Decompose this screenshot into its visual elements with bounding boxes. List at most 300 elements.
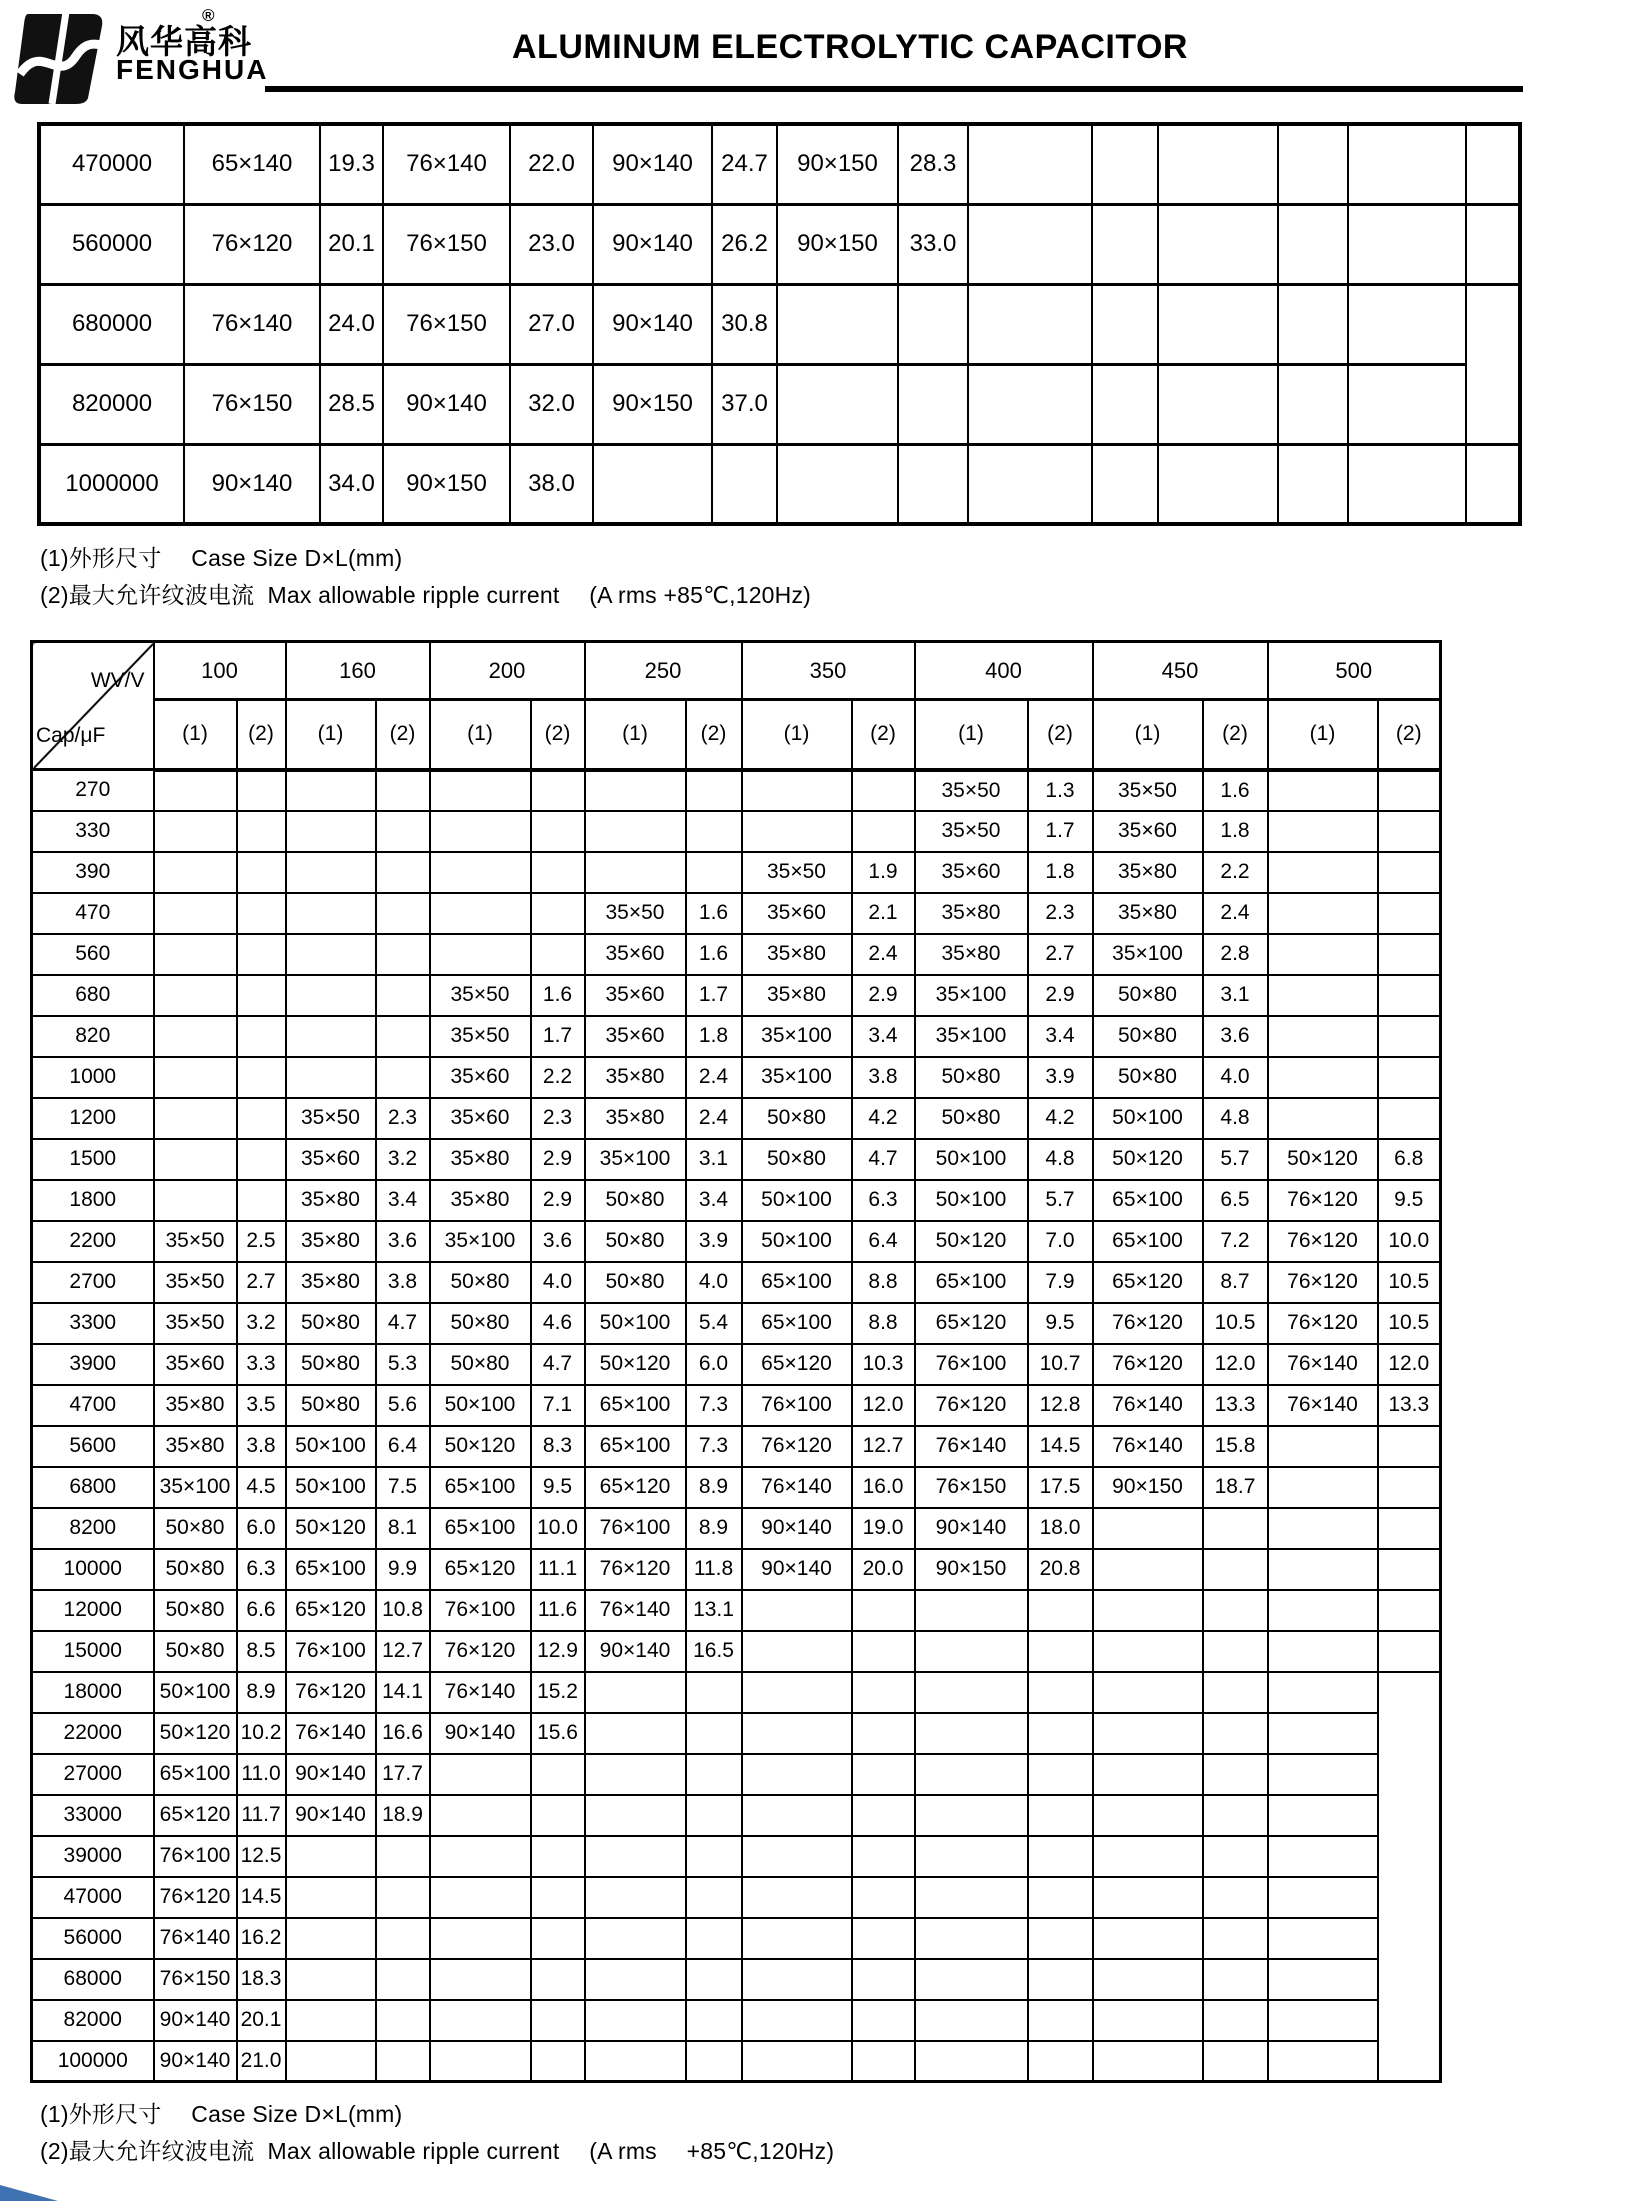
ripple-current-cell: 5.7 (1203, 1139, 1268, 1180)
ripple-current-cell: 8.9 (686, 1467, 742, 1508)
table-row (39, 124, 1520, 204)
ripple-current-cell: 8.7 (1203, 1262, 1268, 1303)
case-size-cell: 35×80 (742, 975, 852, 1016)
capacitance-cell: 56000 (32, 1918, 154, 1959)
ripple-current-cell: 12.9 (531, 1631, 585, 1672)
voltage-column-header-400: 400 (915, 642, 1093, 700)
case-size-cell (1268, 1713, 1378, 1754)
case-size-cell (585, 1918, 686, 1959)
case-size-cell (915, 1713, 1028, 1754)
case-size-cell: 50×100 (286, 1426, 376, 1467)
ripple-current-cell: 3.6 (531, 1221, 585, 1262)
capacitance-cell: 2700 (32, 1262, 154, 1303)
ripple-current-cell (686, 1754, 742, 1795)
case-size-cell (915, 2041, 1028, 2082)
ripple-current-cell: 18.7 (1203, 1467, 1268, 1508)
ripple-current-cell: 3.2 (237, 1303, 286, 1344)
case-size-cell: 35×80 (154, 1426, 237, 1467)
ripple-current-cell: 2.4 (686, 1057, 742, 1098)
case-size-cell (742, 2041, 852, 2082)
ripple-current-cell: 15.6 (531, 1713, 585, 1754)
case-size-cell (430, 2041, 531, 2082)
case-size-cell: 76×140 (742, 1467, 852, 1508)
ripple-current-cell (237, 770, 286, 811)
case-size-cell (1093, 1877, 1203, 1918)
case-size-cell (430, 1959, 531, 2000)
ripple-current-cell: 1.8 (1203, 811, 1268, 852)
case-size-cell: 76×100 (742, 1385, 852, 1426)
case-size-cell (593, 444, 712, 524)
case-size-cell (585, 2041, 686, 2082)
ripple-current-cell (1378, 893, 1441, 934)
case-size-cell (430, 934, 531, 975)
ripple-current-cell: 8.8 (852, 1303, 915, 1344)
case-size-cell (154, 770, 237, 811)
case-size-cell (1268, 975, 1378, 1016)
ripple-current-cell: 3.8 (237, 1426, 286, 1467)
ripple-current-cell: 17.5 (1028, 1467, 1093, 1508)
case-size-cell: 50×80 (430, 1344, 531, 1385)
capacitance-cell: 270 (32, 770, 154, 811)
capacitance-cell: 47000 (32, 1877, 154, 1918)
case-size-cell (1268, 1508, 1378, 1549)
case-size-cell: 35×80 (430, 1139, 531, 1180)
ripple-current-cell: 10.7 (1028, 1344, 1093, 1385)
ripple-current-cell (1378, 1426, 1441, 1467)
case-size-cell: 76×120 (184, 204, 320, 284)
ripple-current-cell: 13.1 (686, 1590, 742, 1631)
capacitance-cell: 4700 (32, 1385, 154, 1426)
ripple-current-cell: 1.7 (686, 975, 742, 1016)
ripple-current-cell: 32.0 (510, 364, 593, 444)
ripple-current-cell (852, 770, 915, 811)
case-size-cell: 90×150 (383, 444, 510, 524)
case-size-cell: 50×80 (154, 1549, 237, 1590)
case-size-cell (968, 204, 1092, 284)
ripple-current-cell: 38.0 (510, 444, 593, 524)
case-size-cell: 90×140 (286, 1754, 376, 1795)
case-size-cell: 50×80 (1093, 1057, 1203, 1098)
fenghua-logo-icon (14, 12, 106, 104)
ripple-current-cell: 4.2 (1028, 1098, 1093, 1139)
case-size-cell (1093, 1795, 1203, 1836)
ripple-current-cell: 10.2 (237, 1713, 286, 1754)
case-size-cell (1093, 1713, 1203, 1754)
case-size-cell: 76×100 (430, 1590, 531, 1631)
table-row (32, 1139, 1441, 1180)
capacitance-cell: 1000 (32, 1057, 154, 1098)
case-size-cell: 90×140 (154, 2000, 237, 2041)
ripple-current-cell (852, 1877, 915, 1918)
corner-header-cell (32, 642, 154, 770)
ripple-current-cell: 2.2 (1203, 852, 1268, 893)
ripple-current-cell: 24.7 (712, 124, 777, 204)
ripple-current-cell: 2.9 (531, 1180, 585, 1221)
ripple-current-cell (1092, 364, 1158, 444)
capacitance-cell: 470000 (39, 124, 184, 204)
ripple-current-cell (1278, 124, 1348, 204)
case-size-cell: 50×80 (154, 1631, 237, 1672)
ripple-current-cell (531, 2000, 585, 2041)
case-size-cell (915, 1795, 1028, 1836)
ripple-current-cell (1466, 444, 1520, 524)
case-size-cell (742, 1836, 852, 1877)
ripple-current-cell (852, 1590, 915, 1631)
case-size-cell: 76×120 (742, 1426, 852, 1467)
case-size-cell (1268, 1959, 1378, 2000)
ripple-current-cell: 12.0 (1203, 1344, 1268, 1385)
ripple-current-cell (686, 811, 742, 852)
case-size-cell (1268, 770, 1378, 811)
ripple-current-cell: 4.0 (1203, 1057, 1268, 1098)
capacitance-cell: 470 (32, 893, 154, 934)
case-size-cell (154, 852, 237, 893)
corner-wv-label: WV/V (90, 669, 145, 692)
case-size-cell (154, 1016, 237, 1057)
case-size-cell (1348, 124, 1466, 204)
ripple-current-cell (1028, 2000, 1093, 2041)
ripple-current-cell: 3.4 (852, 1016, 915, 1057)
corner-cap-label: Cap/μF (36, 724, 106, 747)
ripple-current-cell (852, 1836, 915, 1877)
ripple-current-cell (1378, 1098, 1441, 1139)
case-size-cell: 76×150 (154, 1959, 237, 2000)
ripple-current-cell: 8.3 (531, 1426, 585, 1467)
case-size-cell: 35×80 (585, 1057, 686, 1098)
ripple-current-cell: 8.9 (237, 1672, 286, 1713)
ripple-current-cell (1378, 1016, 1441, 1057)
case-size-cell: 76×140 (154, 1918, 237, 1959)
case-subheader-100: (1) (154, 700, 237, 770)
ripple-current-cell: 3.8 (376, 1262, 430, 1303)
ripple-current-cell: 22.0 (510, 124, 593, 204)
case-size-cell: 76×140 (286, 1713, 376, 1754)
case-size-cell (1268, 1016, 1378, 1057)
case-size-cell: 35×80 (1093, 852, 1203, 893)
case-size-cell (1268, 1672, 1378, 1713)
case-size-cell (1158, 444, 1278, 524)
case-size-cell: 90×150 (777, 124, 898, 204)
ripple-current-cell (1203, 1549, 1268, 1590)
capacitance-cell: 560 (32, 934, 154, 975)
case-size-cell: 76×140 (383, 124, 510, 204)
ripple-current-cell: 1.6 (686, 893, 742, 934)
ripple-current-cell: 10.0 (531, 1508, 585, 1549)
ripple-current-cell: 5.7 (1028, 1180, 1093, 1221)
case-size-cell (430, 852, 531, 893)
case-size-cell: 76×140 (1268, 1344, 1378, 1385)
ripple-current-cell: 3.4 (686, 1180, 742, 1221)
ripple-current-cell: 6.0 (237, 1508, 286, 1549)
case-size-cell (742, 1754, 852, 1795)
ripple-subheader-160: (2) (376, 700, 430, 770)
ripple-current-cell: 20.8 (1028, 1549, 1093, 1590)
ripple-current-cell: 28.3 (898, 124, 968, 204)
ripple-subheader-450: (2) (1203, 700, 1268, 770)
ripple-current-cell (1092, 124, 1158, 204)
ripple-current-cell: 2.3 (376, 1098, 430, 1139)
ripple-current-cell: 2.1 (852, 893, 915, 934)
ripple-current-cell: 6.5 (1203, 1180, 1268, 1221)
table-row (32, 1959, 1441, 2000)
ripple-current-cell (852, 1713, 915, 1754)
ripple-current-cell: 1.7 (531, 1016, 585, 1057)
ripple-current-cell (376, 934, 430, 975)
case-size-cell (1268, 1754, 1378, 1795)
case-size-cell: 50×100 (742, 1180, 852, 1221)
ripple-current-cell (1378, 1057, 1441, 1098)
capacitance-cell: 12000 (32, 1590, 154, 1631)
case-size-cell: 50×80 (286, 1303, 376, 1344)
capacitance-cell: 1200 (32, 1098, 154, 1139)
case-size-cell (286, 1016, 376, 1057)
company-name-en: FENGHUA (116, 54, 269, 85)
ripple-current-cell: 6.0 (686, 1344, 742, 1385)
case-size-cell (430, 1754, 531, 1795)
case-size-cell: 76×120 (1268, 1180, 1378, 1221)
ripple-current-cell: 3.4 (376, 1180, 430, 1221)
ripple-current-cell: 2.9 (852, 975, 915, 1016)
capacitance-cell: 680000 (39, 284, 184, 364)
ripple-current-cell (1203, 1877, 1268, 1918)
case-size-cell: 76×150 (915, 1467, 1028, 1508)
table-row (32, 1057, 1441, 1098)
voltage-column-header-450: 450 (1093, 642, 1268, 700)
ripple-current-cell: 4.0 (686, 1262, 742, 1303)
case-size-cell: 50×80 (915, 1057, 1028, 1098)
table-row (32, 1180, 1441, 1221)
ripple-current-cell: 4.0 (531, 1262, 585, 1303)
case-size-cell: 50×100 (915, 1139, 1028, 1180)
ripple-current-cell: 8.1 (376, 1508, 430, 1549)
capacitance-cell: 390 (32, 852, 154, 893)
ripple-current-cell (1378, 1590, 1441, 1631)
ripple-current-cell: 20.0 (852, 1549, 915, 1590)
ripple-current-cell (852, 811, 915, 852)
case-size-cell: 35×80 (742, 934, 852, 975)
case-size-cell (154, 1098, 237, 1139)
ripple-current-cell (531, 1918, 585, 1959)
ripple-subheader-200: (2) (531, 700, 585, 770)
ripple-current-cell: 1.3 (1028, 770, 1093, 811)
ripple-current-cell (237, 1180, 286, 1221)
case-size-cell (915, 1836, 1028, 1877)
ripple-current-cell: 12.8 (1028, 1385, 1093, 1426)
case-subheader-160: (1) (286, 700, 376, 770)
case-size-cell (585, 1836, 686, 1877)
ripple-current-cell (1378, 1508, 1441, 1549)
case-size-cell (742, 770, 852, 811)
table-row (32, 2000, 1441, 2041)
case-size-cell (286, 934, 376, 975)
ripple-current-cell: 16.5 (686, 1631, 742, 1672)
case-size-cell (585, 1795, 686, 1836)
table-row (32, 1836, 1441, 1877)
case-size-cell (742, 1590, 852, 1631)
ripple-current-cell: 2.2 (531, 1057, 585, 1098)
case-size-cell: 50×120 (430, 1426, 531, 1467)
ripple-current-cell (1466, 124, 1520, 204)
ripple-current-cell: 9.9 (376, 1549, 430, 1590)
case-size-cell (585, 1959, 686, 2000)
case-size-cell (286, 1836, 376, 1877)
case-size-cell (1348, 204, 1466, 284)
ripple-current-cell (1203, 1672, 1268, 1713)
case-size-cell: 65×120 (154, 1795, 237, 1836)
case-size-cell (1268, 1795, 1378, 1836)
case-size-cell (1268, 1590, 1378, 1631)
case-size-cell: 90×150 (915, 1549, 1028, 1590)
ripple-current-cell: 12.7 (376, 1631, 430, 1672)
case-size-cell: 50×80 (915, 1098, 1028, 1139)
case-size-cell (1268, 1098, 1378, 1139)
case-size-cell: 50×120 (1093, 1139, 1203, 1180)
case-size-cell (1268, 1426, 1378, 1467)
company-name-cn: 风华高科 (116, 23, 252, 60)
voltage-column-header-160: 160 (286, 642, 430, 700)
case-size-cell (1093, 1508, 1203, 1549)
ripple-current-cell (531, 1836, 585, 1877)
case-size-cell: 50×80 (286, 1385, 376, 1426)
ripple-current-cell (237, 893, 286, 934)
ripple-current-cell (852, 1918, 915, 1959)
case-size-cell: 90×140 (915, 1508, 1028, 1549)
ripple-current-cell: 2.9 (1028, 975, 1093, 1016)
ripple-current-cell: 4.8 (1028, 1139, 1093, 1180)
case-size-cell (1093, 2041, 1203, 2082)
case-size-cell (742, 1713, 852, 1754)
ripple-current-cell: 16.0 (852, 1467, 915, 1508)
ripple-current-cell: 34.0 (320, 444, 383, 524)
case-size-cell: 76×120 (154, 1877, 237, 1918)
case-size-cell: 35×50 (915, 811, 1028, 852)
ripple-current-cell (376, 1836, 430, 1877)
ripple-current-cell: 1.8 (686, 1016, 742, 1057)
ripple-current-cell (237, 1139, 286, 1180)
ripple-current-cell: 14.5 (237, 1877, 286, 1918)
case-size-cell: 76×140 (585, 1590, 686, 1631)
case-size-cell: 35×60 (1093, 811, 1203, 852)
ripple-current-cell: 19.0 (852, 1508, 915, 1549)
case-size-cell (777, 284, 898, 364)
table-row (32, 975, 1441, 1016)
case-size-cell (1348, 284, 1466, 364)
case-size-cell (1093, 1549, 1203, 1590)
capacitance-cell: 18000 (32, 1672, 154, 1713)
ripple-current-cell: 2.5 (237, 1221, 286, 1262)
case-size-cell: 50×80 (1093, 1016, 1203, 1057)
case-size-cell: 35×50 (585, 893, 686, 934)
ripple-current-cell (686, 1713, 742, 1754)
case-size-cell (430, 770, 531, 811)
ripple-current-cell: 11.6 (531, 1590, 585, 1631)
case-size-cell: 50×80 (585, 1221, 686, 1262)
ripple-current-cell (1378, 811, 1441, 852)
case-size-cell: 76×120 (1093, 1344, 1203, 1385)
case-size-cell: 90×140 (593, 204, 712, 284)
case-size-cell: 76×120 (430, 1631, 531, 1672)
ripple-current-cell: 7.2 (1203, 1221, 1268, 1262)
case-size-cell: 50×100 (742, 1221, 852, 1262)
case-size-cell (915, 1754, 1028, 1795)
ripple-current-cell: 1.6 (686, 934, 742, 975)
ripple-current-cell (376, 770, 430, 811)
case-size-cell (585, 2000, 686, 2041)
case-size-cell: 76×100 (154, 1836, 237, 1877)
case-size-cell: 50×120 (154, 1713, 237, 1754)
case-size-cell (1093, 1631, 1203, 1672)
case-size-cell: 65×120 (286, 1590, 376, 1631)
ripple-current-cell: 16.6 (376, 1713, 430, 1754)
ripple-current-cell: 16.2 (237, 1918, 286, 1959)
case-size-cell: 76×140 (184, 284, 320, 364)
ripple-current-cell: 14.5 (1028, 1426, 1093, 1467)
case-size-cell: 50×80 (286, 1344, 376, 1385)
table-row (32, 1549, 1441, 1590)
ripple-current-cell: 10.8 (376, 1590, 430, 1631)
ripple-current-cell (852, 1672, 915, 1713)
table-row (32, 1754, 1441, 1795)
ripple-current-cell (376, 1057, 430, 1098)
case-size-cell (968, 284, 1092, 364)
table-row (32, 1631, 1441, 1672)
capacitance-cell: 1800 (32, 1180, 154, 1221)
case-size-cell (286, 1877, 376, 1918)
ripple-current-cell: 7.3 (686, 1385, 742, 1426)
case-size-cell: 35×80 (1093, 893, 1203, 934)
ripple-subheader-400: (2) (1028, 700, 1093, 770)
case-subheader-450: (1) (1093, 700, 1203, 770)
ripple-current-cell (531, 852, 585, 893)
case-size-cell: 76×100 (286, 1631, 376, 1672)
page-title: ALUMINUM ELECTROLYTIC CAPACITOR (512, 28, 1188, 66)
ripple-current-cell: 5.3 (376, 1344, 430, 1385)
case-size-cell (1093, 1754, 1203, 1795)
ripple-current-cell (376, 893, 430, 934)
capacitance-cell: 27000 (32, 1754, 154, 1795)
capacitance-cell: 680 (32, 975, 154, 1016)
case-size-cell (585, 770, 686, 811)
case-size-cell: 50×120 (585, 1344, 686, 1385)
table-row (32, 1590, 1441, 1631)
case-subheader-500: (1) (1268, 700, 1378, 770)
case-size-cell (742, 811, 852, 852)
ripple-current-cell: 9.5 (531, 1467, 585, 1508)
ripple-current-cell: 5.6 (376, 1385, 430, 1426)
case-size-cell: 35×60 (742, 893, 852, 934)
case-size-cell (1268, 1057, 1378, 1098)
ripple-current-cell (898, 444, 968, 524)
ripple-current-cell (1203, 2041, 1268, 2082)
ripple-current-cell (1378, 975, 1441, 1016)
case-size-cell (1268, 934, 1378, 975)
ripple-current-cell: 21.0 (237, 2041, 286, 2082)
case-size-cell: 90×140 (742, 1549, 852, 1590)
ripple-current-cell (1028, 2041, 1093, 2082)
case-size-cell (968, 444, 1092, 524)
ripple-current-cell: 19.3 (320, 124, 383, 204)
ripple-current-cell (686, 1672, 742, 1713)
note-case-size-bottom: (1)外形尺寸 Case Size D×L(mm) (40, 2101, 403, 2127)
ripple-current-cell: 33.0 (898, 204, 968, 284)
case-size-cell: 35×50 (742, 852, 852, 893)
case-size-cell (915, 1918, 1028, 1959)
case-size-cell (154, 893, 237, 934)
case-size-cell: 35×60 (915, 852, 1028, 893)
ripple-current-cell (1028, 1672, 1093, 1713)
case-size-cell: 90×150 (777, 204, 898, 284)
note-ripple-current-bottom: (2)最大允许纹波电流 Max allowable ripple current (A rms +85℃,120Hz) (40, 2138, 835, 2164)
